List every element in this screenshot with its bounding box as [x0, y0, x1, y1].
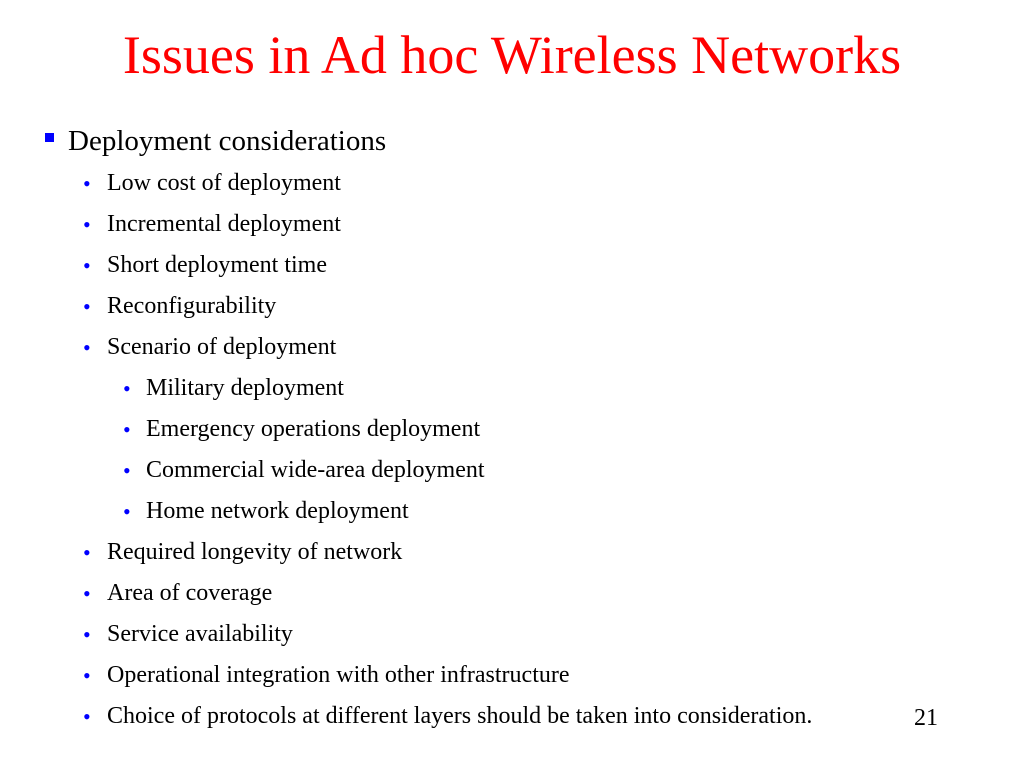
list-item-text: Short deployment time: [107, 252, 327, 278]
list-item: [0, 491, 1024, 532]
list-item: [0, 163, 1024, 204]
list-item: [0, 204, 1024, 245]
round-bullet-icon: •: [83, 622, 91, 647]
round-bullet-icon: •: [123, 499, 131, 524]
list-item: [0, 450, 1024, 491]
list-item-text: Scenario of deployment: [107, 334, 337, 360]
round-bullet-icon: •: [83, 335, 91, 360]
round-bullet-icon: •: [123, 458, 131, 483]
round-bullet-icon: •: [123, 376, 131, 401]
list-item: [0, 327, 1024, 368]
round-bullet-icon: •: [83, 540, 91, 565]
square-bullet-icon: [45, 133, 54, 142]
list-item-text: Required longevity of network: [107, 539, 403, 565]
round-bullet-icon: •: [123, 417, 131, 442]
list-item-text: Reconfigurability: [107, 293, 277, 319]
list-item: [0, 245, 1024, 286]
list-item: [0, 655, 1024, 696]
list-item-text: Emergency operations deployment: [146, 416, 481, 442]
list-item-text: Service availability: [107, 621, 293, 647]
round-bullet-icon: •: [83, 171, 91, 196]
list-item: [0, 614, 1024, 655]
list-item-text: Operational integration with other infrastructure: [107, 662, 570, 688]
bullet-list: [0, 119, 1024, 737]
list-item: [0, 696, 1024, 737]
list-item-text: Home network deployment: [146, 498, 409, 524]
round-bullet-icon: •: [83, 253, 91, 278]
list-item-text: Low cost of deployment: [107, 170, 341, 196]
list-item: [0, 368, 1024, 409]
list-item: [0, 409, 1024, 450]
page-number: 21: [914, 705, 938, 731]
round-bullet-icon: •: [83, 212, 91, 237]
slide-title: Issues in Ad hoc Wireless Networks: [122, 25, 902, 85]
round-bullet-icon: •: [83, 581, 91, 606]
list-item: [0, 286, 1024, 327]
round-bullet-icon: •: [83, 704, 91, 729]
list-item-text: Military deployment: [146, 375, 344, 401]
list-item: [0, 532, 1024, 573]
list-item-text: Commercial wide-area deployment: [146, 457, 485, 483]
round-bullet-icon: •: [83, 294, 91, 319]
list-item-text: Area of coverage: [107, 580, 273, 606]
list-item-text: Deployment considerations: [68, 125, 387, 157]
list-item-text: Incremental deployment: [107, 211, 341, 237]
list-item: [0, 119, 1024, 163]
list-item-text: Choice of protocols at different layers should be taken into consideration.: [107, 703, 813, 729]
round-bullet-icon: •: [83, 663, 91, 688]
list-item: [0, 573, 1024, 614]
